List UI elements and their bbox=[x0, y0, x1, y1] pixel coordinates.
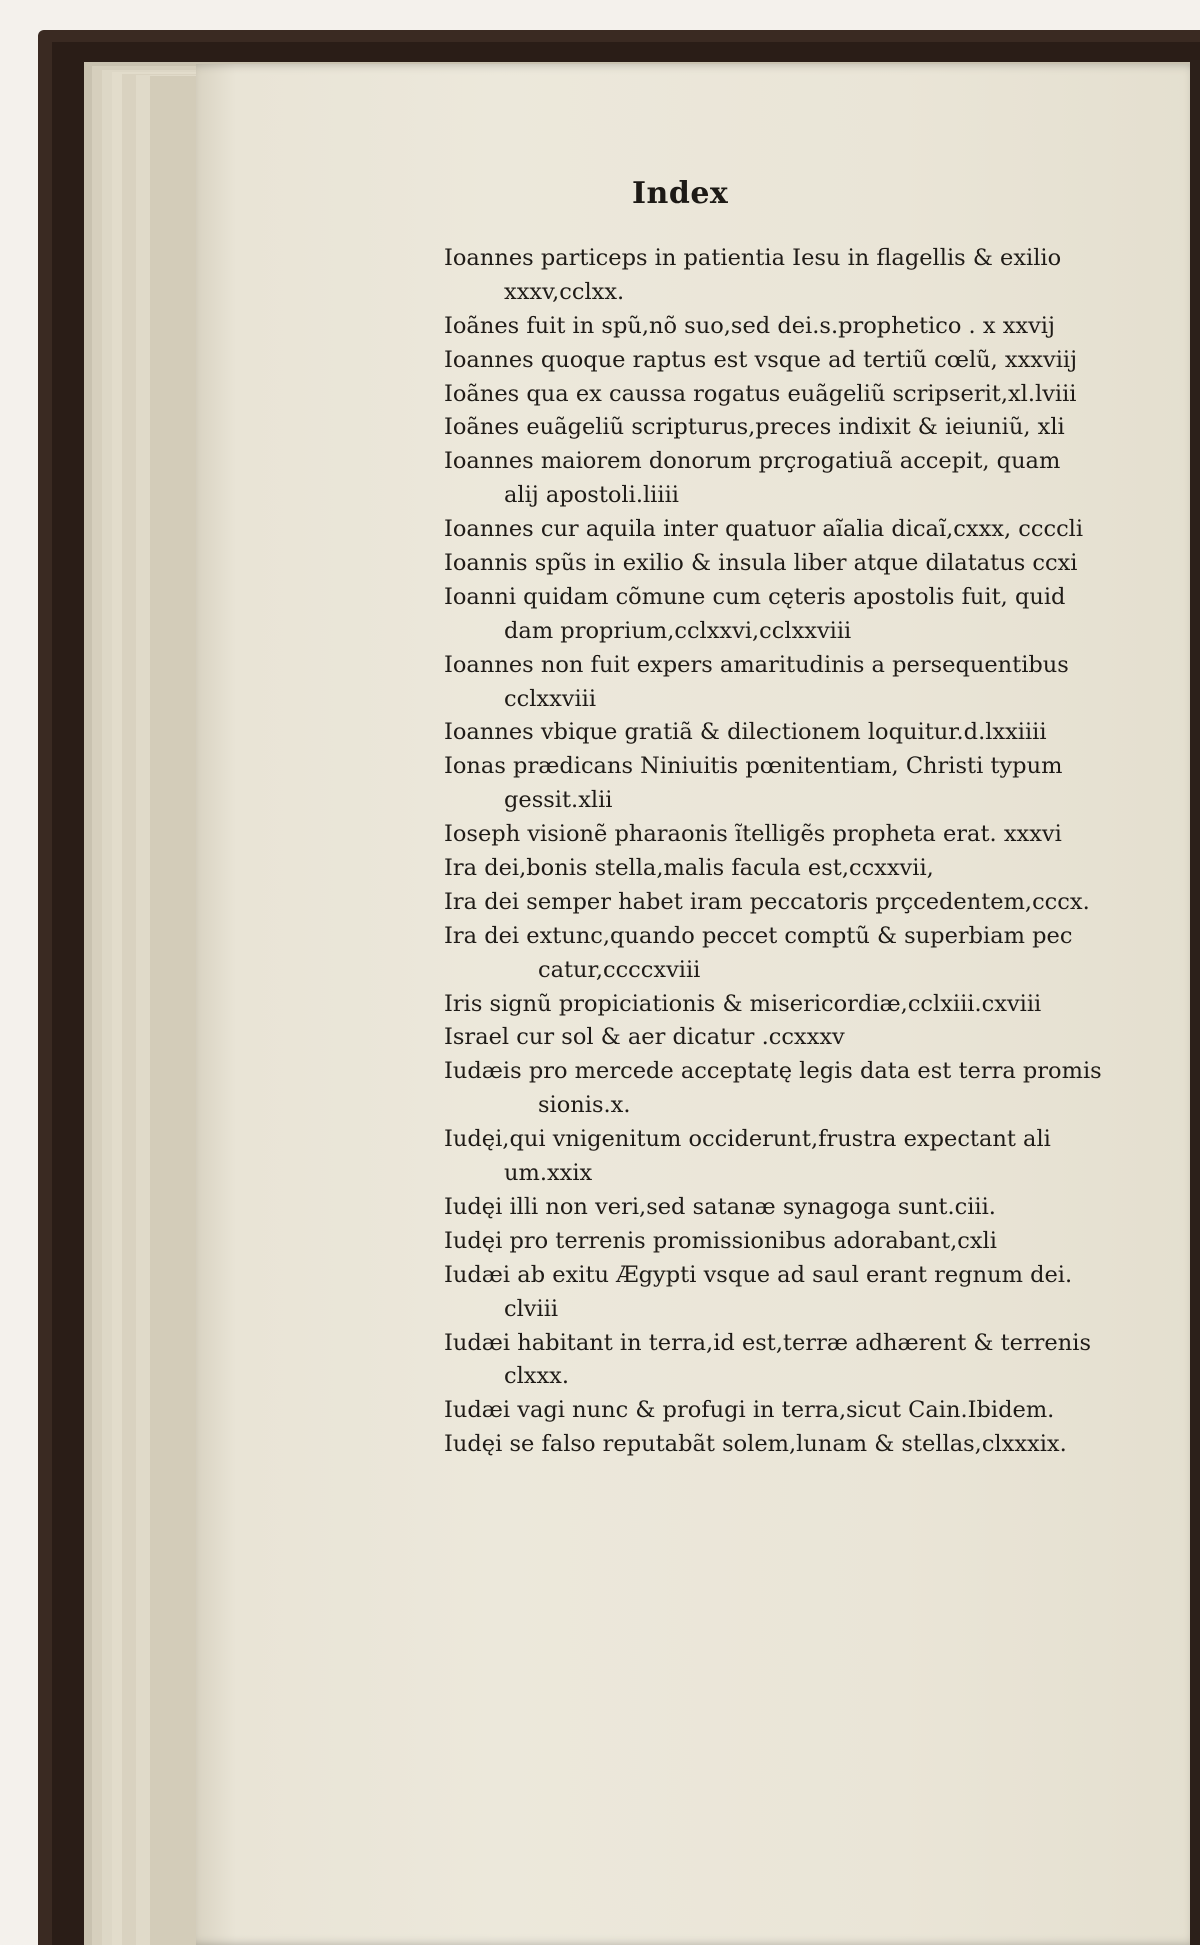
index-entry-line: Ioannis spũs in exilio & insula liber atque dilatatus ccxi bbox=[444, 550, 1078, 577]
index-entry-line: Ioannes maiorem donorum prçrogatiuã accepit, quam bbox=[444, 448, 1061, 475]
index-entry-line: Iudæi ab exitu Ægypti vsque ad saul erant regnum dei. bbox=[444, 1261, 1073, 1288]
index-entry-line: Iudęi illi non veri,sed satanæ synagoga sunt.ciii. bbox=[444, 1193, 996, 1220]
index-entries bbox=[444, 242, 1200, 1462]
index-entry bbox=[444, 988, 1200, 1022]
index-entry-line: Iudęi,qui vnigenitum occiderunt,frustra expectant ali bbox=[444, 1126, 1051, 1153]
index-entry-line: Ioannes quoque raptus est vsque ad tertiũ cœlũ, xxxviij bbox=[444, 346, 1078, 373]
index-entry bbox=[444, 1123, 1200, 1191]
index-entry-continuation: clviii bbox=[504, 1295, 559, 1322]
index-entry bbox=[444, 1259, 1200, 1327]
index-entry-line: Ioãnes fuit in spũ,nõ suo,sed dei.s.prophetico . x xxvij bbox=[444, 312, 1055, 339]
index-entry-line: Israel cur sol & aer dicatur .ccxxxv bbox=[444, 1024, 845, 1051]
index-entry bbox=[444, 852, 1200, 886]
page-header: Index bbox=[632, 176, 729, 211]
index-entry bbox=[444, 1428, 1200, 1462]
index-entry-line: Ira dei extunc,quando peccet comptũ & superbiam pec bbox=[444, 922, 1073, 949]
index-entry-line: Ira dei,bonis stella,malis facula est,ccxxvii, bbox=[444, 855, 934, 882]
index-entry bbox=[444, 750, 1200, 818]
index-entry bbox=[444, 886, 1200, 920]
index-entry bbox=[444, 1191, 1200, 1225]
index-entry-continuation: gessit.xlii bbox=[504, 787, 613, 814]
index-entry-line: Ioannes non fuit expers amaritudinis a persequentibus bbox=[444, 651, 1069, 678]
index-entry bbox=[444, 310, 1200, 344]
index-entry-line: Iris signũ propiciationis & misericordiæ,cclxiii.cxviii bbox=[444, 990, 1042, 1017]
index-entry-line: Iudæis pro mercede acceptatę legis data est terra promis bbox=[444, 1058, 1102, 1085]
index-entry-continuation: clxxx. bbox=[504, 1363, 570, 1390]
index-entry-line: Iudæi habitant in terra,id est,terræ adhærent & terrenis bbox=[444, 1329, 1091, 1356]
index-entry-line: Ioannes cur aquila inter quatuor aĩalia dicaĩ,cxxx, ccccli bbox=[444, 516, 1084, 543]
index-entry bbox=[444, 411, 1200, 445]
index-entry-continuation: dam proprium,cclxxvi,cclxxviii bbox=[504, 617, 852, 644]
index-entry-line: Ioannes vbique gratiã & dilectionem loquitur.d.lxxiiii bbox=[444, 719, 1047, 746]
index-entry bbox=[444, 716, 1200, 750]
index-entry bbox=[444, 1225, 1200, 1259]
index-entry-line: Iudæi vagi nunc & profugi in terra,sicut Cain.Ibidem. bbox=[444, 1397, 1055, 1424]
index-entry-line: Ioãnes euãgeliũ scripturus,preces indixit & ieiuniũ, xli bbox=[444, 414, 1065, 441]
index-entry-continuation: alij apostoli.liiii bbox=[504, 482, 679, 509]
index-entry bbox=[444, 649, 1200, 717]
index-entry-continuation: catur,ccccxviii bbox=[538, 956, 701, 983]
index-entry bbox=[444, 920, 1200, 988]
index-entry bbox=[444, 1021, 1200, 1055]
index-entry bbox=[444, 445, 1200, 513]
index-entry bbox=[444, 344, 1200, 378]
index-entry bbox=[444, 581, 1200, 649]
index-entry bbox=[444, 1055, 1200, 1123]
index-entry-line: Ioannes particeps in patientia Iesu in flagellis & exilio bbox=[444, 245, 1062, 271]
index-entry bbox=[444, 1327, 1200, 1395]
index-entry bbox=[444, 513, 1200, 547]
index-entry-line: Ioanni quidam cõmune cum cęteris apostolis fuit, quid bbox=[444, 583, 1066, 610]
index-entry-line: Iudęi se falso reputabãt solem,lunam & stellas,clxxxix. bbox=[444, 1431, 1067, 1458]
index-entry-line: Iudęi pro terrenis promissionibus adorabant,cxli bbox=[444, 1227, 997, 1254]
index-entry-line: Ioseph visionẽ pharaonis ĩtelligẽs propheta erat. xxxvi bbox=[444, 821, 1062, 848]
index-entry-continuation: sionis.x. bbox=[538, 1092, 631, 1119]
index-entry bbox=[444, 818, 1200, 852]
index-entry bbox=[444, 1394, 1200, 1428]
index-entry-continuation: um.xxix bbox=[504, 1160, 593, 1187]
index-entry bbox=[444, 242, 1200, 310]
index-entry-continuation: xxxv,cclxx. bbox=[504, 278, 625, 305]
index-entry-line: Ira dei semper habet iram peccatoris prçcedentem,cccx. bbox=[444, 888, 1090, 915]
index-entry-line: Ioãnes qua ex caussa rogatus euãgeliũ scripserit,xl.lviii bbox=[444, 380, 1077, 407]
index-entry bbox=[444, 378, 1200, 412]
index-entry-continuation: cclxxviii bbox=[504, 685, 597, 712]
index-entry bbox=[444, 547, 1200, 581]
index-entry-line: Ionas prædicans Niniuitis pœnitentiam, Christi typum bbox=[444, 753, 1063, 780]
